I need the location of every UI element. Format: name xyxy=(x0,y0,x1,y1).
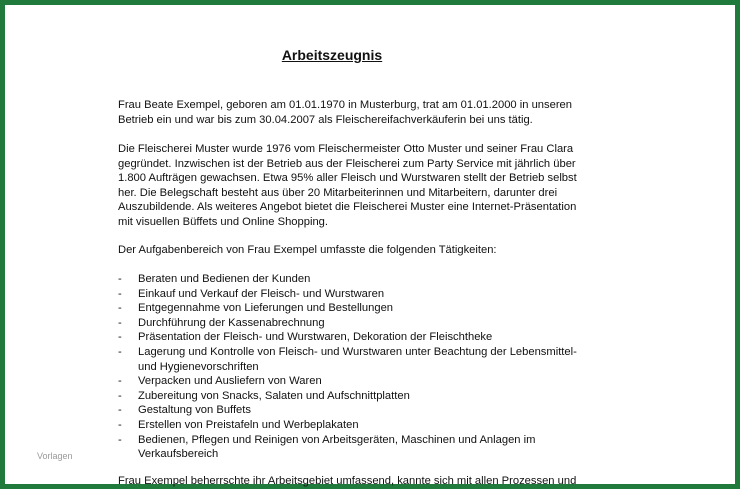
bullet-dash: - xyxy=(118,316,122,329)
task-text: Bedienen, Pflegen und Reinigen von Arbeitsgeräten, Maschinen und Anlagen im Verkaufsbereich xyxy=(138,433,536,461)
bullet-dash: - xyxy=(118,287,122,300)
list-item xyxy=(118,418,638,433)
document-title: Arbeitszeugnis xyxy=(281,47,383,63)
intro-paragraph: Frau Beate Exempel, geboren am 01.01.1970 in Musterburg, trat am 01.01.2000 in unseren Betrieb ein und war bis zum 30.04.2007 als Fleischereifachverkäuferin bei uns tätig. xyxy=(118,99,572,126)
bullet-dash: - xyxy=(118,273,122,285)
closing-paragraph: Frau Exempel beherrschte ihr Arbeitsgebiet umfassend, kannte sich mit allen Prozessen und xyxy=(118,475,577,487)
list-item xyxy=(118,433,638,462)
bullet-dash: - xyxy=(118,404,122,417)
list-item xyxy=(118,272,638,287)
bullet-dash: - xyxy=(118,433,122,446)
task-text: Präsentation der Fleisch- und Wurstwaren, Dekoration der Fleischtheke xyxy=(138,331,493,344)
list-item xyxy=(118,403,638,418)
bullet-dash: - xyxy=(118,302,122,315)
task-text: Verpacken und Ausliefern von Waren xyxy=(138,375,322,388)
list-item xyxy=(118,389,638,404)
list-item xyxy=(118,301,638,316)
list-item xyxy=(118,330,638,345)
task-text: Lagerung und Kontrolle von Fleisch- und Wurstwaren unter Beachtung der Lebensmittel- und Hygienevorschriften xyxy=(138,345,577,373)
task-text: Entgegennahme von Lieferungen und Bestellungen xyxy=(138,302,394,315)
task-text: Einkauf und Verkauf der Fleisch- und Wurstwaren xyxy=(138,287,385,300)
task-text: Beraten und Bedienen der Kunden xyxy=(138,273,311,285)
company-paragraph: Die Fleischerei Muster wurde 1976 vom Fleischermeister Otto Muster und seiner Frau Clara gegründet. Inzwischen ist der Betrieb aus der Fleischerei zum Party Service mit jährlich über 1.800 Aufträgen gewachsen. Etwa 95% aller Fleisch und Wurstwaren stellt der Betrieb selbst her. Die Belegschaft besteht aus über 20 Mitarbeiterinnen und Mitarbeitern, darunter drei Auszubildende. Als weiteres Angebot bietet die Fleischerei Muster eine Internet-Präsentation mit visuellen Büffets und Online Shopping. xyxy=(118,143,577,228)
list-item xyxy=(118,374,638,389)
task-text: Zubereitung von Snacks, Salaten und Aufschnittplatten xyxy=(138,389,410,402)
task-text: Durchführung der Kassenabrechnung xyxy=(138,316,325,329)
task-text: Erstellen von Preistafeln und Werbeplakaten xyxy=(138,418,359,431)
list-item xyxy=(118,316,638,331)
bullet-dash: - xyxy=(118,389,122,402)
bullet-dash: - xyxy=(118,375,122,388)
task-list xyxy=(118,272,638,462)
bullet-dash: - xyxy=(118,345,122,358)
list-item xyxy=(118,287,638,302)
watermark-label: Vorlagen xyxy=(37,451,73,461)
tasks-intro-paragraph: Der Aufgabenbereich von Frau Exempel umfasste die folgenden Tätigkeiten: xyxy=(118,244,497,256)
bullet-dash: - xyxy=(118,331,122,344)
list-item xyxy=(118,345,638,374)
bullet-dash: - xyxy=(118,418,122,431)
task-text: Gestaltung von Buffets xyxy=(138,404,251,417)
